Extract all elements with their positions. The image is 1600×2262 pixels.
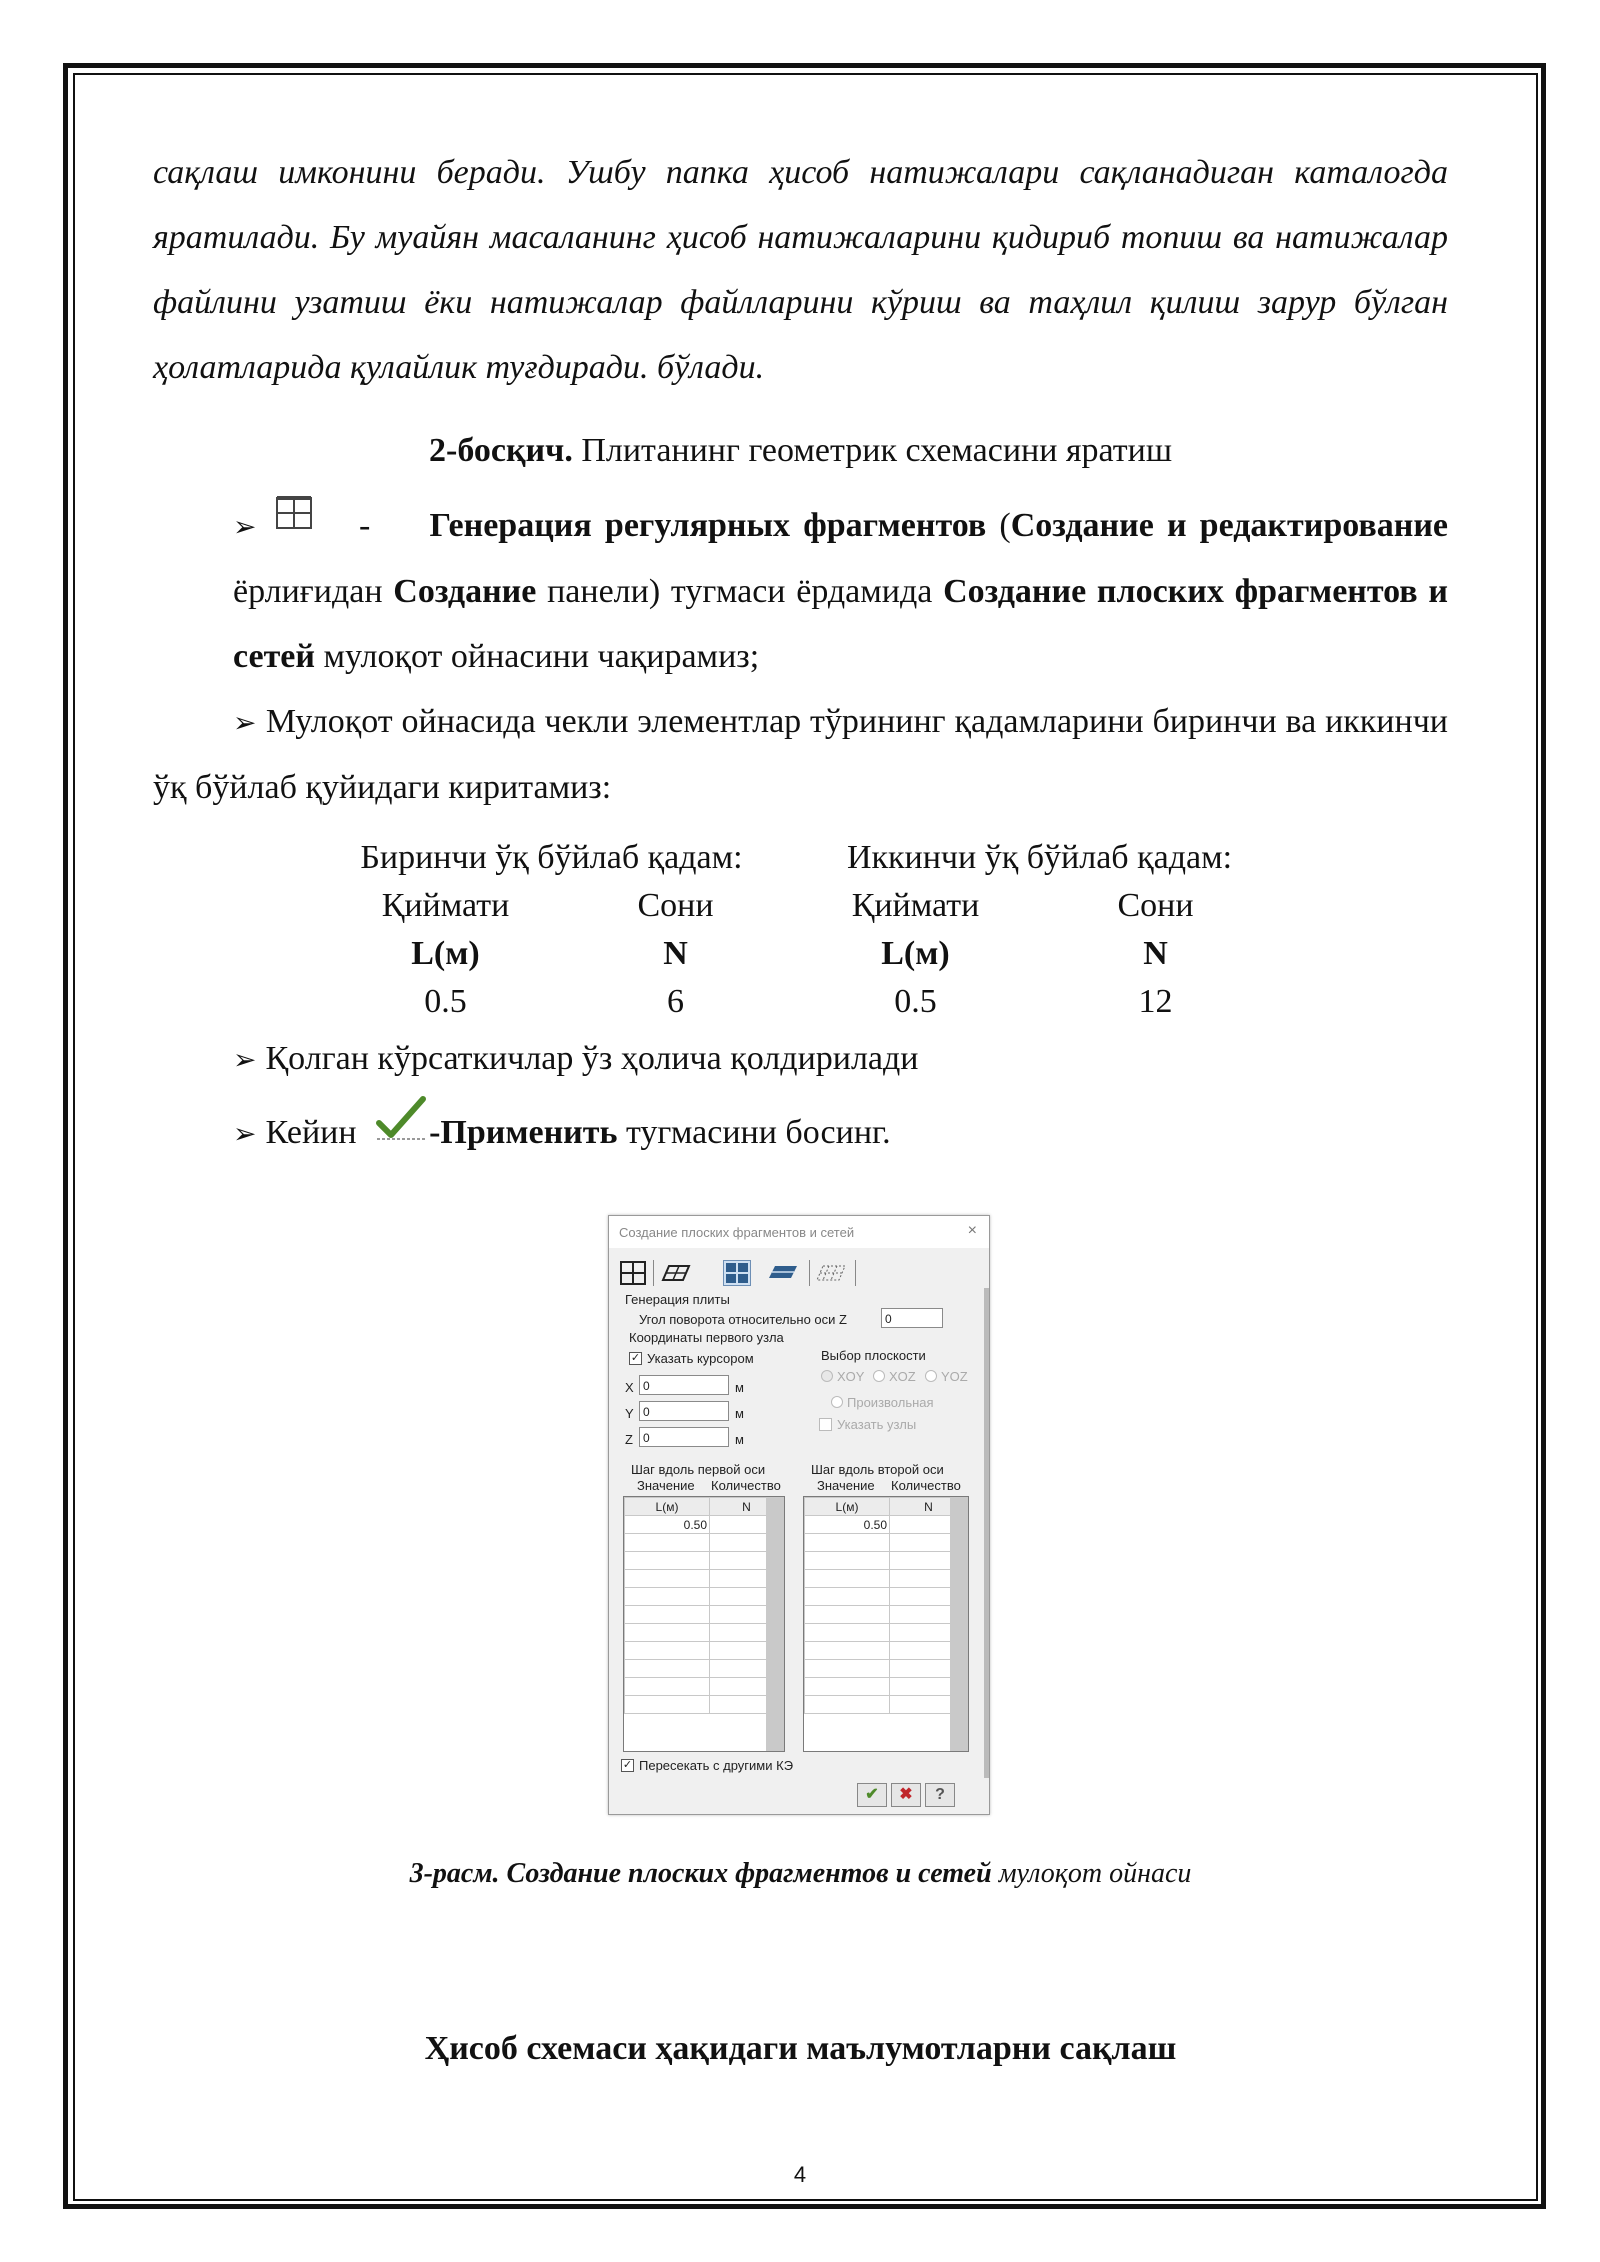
second-n-label: N bbox=[1143, 935, 1168, 972]
table-cell[interactable] bbox=[625, 1642, 710, 1660]
axis1-title: Шаг вдоль первой оси bbox=[631, 1462, 766, 1477]
specify-nodes-checkbox[interactable] bbox=[819, 1418, 832, 1431]
dialog-scroll-edge bbox=[984, 1288, 989, 1778]
caption-bold: 3-расм. Создание плоских фрагментов и сетей bbox=[409, 1858, 992, 1889]
table-cell[interactable] bbox=[625, 1552, 710, 1570]
bullet1-bold-3: Создание bbox=[393, 573, 537, 610]
second-value-label: Қиймати bbox=[851, 887, 980, 924]
z-unit: м bbox=[735, 1432, 744, 1447]
section-title: Ҳисоб схемаси ҳақидаги маълумотларни сақлаш bbox=[424, 2030, 1177, 2067]
axis1-col-l: L(м) bbox=[625, 1498, 710, 1516]
first-axis-heading: Биринчи ўқ бўйлаб қадам: bbox=[360, 839, 743, 876]
x-unit: м bbox=[735, 1380, 744, 1395]
bullet2-text: Мулоқот ойнасида чекли элементлар тўрининг қадамларини биринчи ва иккинчи ўқ бўйлаб қуйидаги киритамиз: bbox=[153, 703, 1448, 806]
bullet4-bold: -Применить bbox=[429, 1114, 618, 1151]
axis1-count-label: Количество bbox=[711, 1478, 781, 1493]
table-cell[interactable] bbox=[625, 1570, 710, 1588]
table-cell[interactable] bbox=[805, 1678, 890, 1696]
second-l-label: L(м) bbox=[881, 935, 950, 972]
page-number: 4 bbox=[793, 2162, 807, 2187]
table-cell[interactable] bbox=[805, 1570, 890, 1588]
axis1-table bbox=[623, 1496, 785, 1752]
steps-table bbox=[331, 834, 1271, 1026]
table-cell[interactable] bbox=[625, 1696, 710, 1714]
arrow-bullet-icon: ➢ bbox=[233, 1117, 257, 1150]
table-cell[interactable] bbox=[805, 1696, 890, 1714]
first-value-label: Қиймати bbox=[381, 887, 510, 924]
x-label: X bbox=[625, 1380, 634, 1395]
intersect-checkbox[interactable]: ✓ bbox=[622, 1759, 633, 1771]
close-icon[interactable]: × bbox=[967, 1222, 977, 1239]
dialog-title-bar bbox=[609, 1216, 989, 1248]
y-unit: м bbox=[735, 1406, 744, 1421]
bullet-enter-steps bbox=[153, 689, 1448, 820]
toolbar-skew-grid-icon[interactable] bbox=[661, 1260, 689, 1286]
axis2-title: Шаг вдоль второй оси bbox=[811, 1462, 944, 1477]
table-cell[interactable] bbox=[805, 1624, 890, 1642]
z-input[interactable]: 0 bbox=[639, 1427, 729, 1447]
arbitrary-radio[interactable] bbox=[831, 1396, 843, 1408]
bullet1-bold-2: Создание и редактирование bbox=[1010, 507, 1449, 544]
step-heading-bold: 2-босқич. bbox=[429, 432, 573, 469]
axis2-value-label: Значение bbox=[817, 1478, 875, 1493]
help-button[interactable]: ? bbox=[925, 1783, 955, 1807]
axis2-table bbox=[803, 1496, 969, 1752]
table-cell[interactable] bbox=[805, 1660, 890, 1678]
table-cell[interactable] bbox=[625, 1660, 710, 1678]
table-cell[interactable] bbox=[805, 1588, 890, 1606]
arrow-bullet-icon: ➢ bbox=[233, 510, 257, 543]
first-value: 0.5 bbox=[424, 983, 467, 1020]
cancel-button[interactable]: ✖ bbox=[891, 1783, 921, 1807]
bullet1-text-2: ёрлиғидан bbox=[233, 573, 394, 610]
dialog-title: Создание плоских фрагментов и сетей bbox=[619, 1225, 855, 1240]
second-value: 0.5 bbox=[894, 983, 937, 1020]
step-heading bbox=[153, 418, 1448, 483]
toolbar-filled-skew-icon[interactable] bbox=[767, 1260, 795, 1286]
toolbar-filled-grid-icon[interactable] bbox=[723, 1260, 751, 1286]
bullet4-post: тугмасини босинг. bbox=[617, 1114, 891, 1151]
second-count: 12 bbox=[1138, 983, 1173, 1020]
toolbar-separator bbox=[855, 1260, 856, 1286]
bullet1-bold-4: Создание плоских фрагментов и сетей bbox=[233, 573, 1448, 675]
bullet1-text-1: ( bbox=[986, 507, 1011, 544]
plate-group-label: Генерация плиты bbox=[625, 1292, 730, 1307]
yoz-label: YOZ bbox=[941, 1369, 968, 1384]
axis2-col-l: L(м) bbox=[805, 1498, 890, 1516]
bullet3-text: Қолган кўрсаткичлар ўз ҳолича қолдирилади bbox=[265, 1040, 919, 1077]
bullet1-text-3: панели) тугмаси ёрдамида bbox=[536, 573, 944, 610]
table-cell[interactable] bbox=[805, 1534, 890, 1552]
first-count: 6 bbox=[667, 983, 684, 1020]
toolbar-separator bbox=[809, 1260, 810, 1286]
bullet-leave-defaults bbox=[153, 1026, 1448, 1092]
xoz-label: XOZ bbox=[889, 1369, 916, 1384]
x-input[interactable]: 0 bbox=[639, 1375, 729, 1395]
table-cell[interactable] bbox=[805, 1606, 890, 1624]
axis2-col-n: N bbox=[890, 1498, 968, 1516]
second-axis-heading: Иккинчи ўқ бўйлаб қадам: bbox=[846, 839, 1233, 876]
apply-check-icon bbox=[375, 1105, 427, 1149]
axis1-cell-l[interactable]: 0.50 bbox=[625, 1516, 710, 1534]
axis1-col-n: N bbox=[710, 1498, 784, 1516]
z-label: Z bbox=[625, 1432, 633, 1447]
arbitrary-label: Произвольная bbox=[847, 1395, 934, 1410]
table-cell[interactable] bbox=[625, 1534, 710, 1552]
toolbar-grid-icon[interactable] bbox=[619, 1260, 647, 1286]
axis1-scrollbar[interactable] bbox=[766, 1497, 784, 1751]
first-l-label: L(м) bbox=[411, 935, 480, 972]
regular-fragments-grid-icon bbox=[275, 508, 309, 538]
y-input[interactable]: 0 bbox=[639, 1401, 729, 1421]
table-cell[interactable] bbox=[805, 1642, 890, 1660]
first-node-label: Координаты первого узла bbox=[629, 1330, 784, 1345]
intersect-label: Пересекать с другими КЭ bbox=[639, 1758, 794, 1773]
first-count-label: Сони bbox=[637, 887, 714, 924]
table-cell[interactable] bbox=[805, 1552, 890, 1570]
plane-group-label: Выбор плоскости bbox=[821, 1348, 926, 1363]
arrow-bullet-icon: ➢ bbox=[233, 1043, 257, 1076]
xoy-label: XOY bbox=[837, 1369, 865, 1384]
page-content bbox=[153, 140, 1448, 1166]
toolbar-hatch-icon[interactable] bbox=[815, 1260, 843, 1286]
figure-dialog-screenshot bbox=[608, 1215, 990, 1815]
figure-caption bbox=[153, 1858, 1448, 1890]
axis2-count-label: Количество bbox=[891, 1478, 961, 1493]
table-cell[interactable] bbox=[625, 1678, 710, 1696]
bullet-generate-fragments bbox=[153, 493, 1448, 689]
cursor-label: Указать курсором bbox=[647, 1351, 754, 1366]
table-cell[interactable] bbox=[625, 1588, 710, 1606]
table-cell[interactable] bbox=[625, 1606, 710, 1624]
axis1-value-label: Значение bbox=[637, 1478, 695, 1493]
rotation-input[interactable]: 0 bbox=[881, 1308, 943, 1328]
caption-rest: мулоқот ойнаси bbox=[991, 1858, 1192, 1889]
bullet4-pre: Кейин bbox=[265, 1114, 366, 1151]
step-heading-text: Плитанинг геометрик схемасини яратиш bbox=[572, 432, 1172, 469]
create-fragments-dialog bbox=[608, 1215, 990, 1815]
xoy-radio[interactable] bbox=[821, 1370, 833, 1382]
bullet-apply bbox=[153, 1100, 1448, 1166]
rotation-label: Угол поворота относительно оси Z bbox=[639, 1312, 847, 1327]
specify-nodes-label: Указать узлы bbox=[837, 1417, 917, 1432]
axis2-cell-l[interactable]: 0.50 bbox=[805, 1516, 890, 1534]
toolbar-separator bbox=[653, 1260, 654, 1286]
bullet1-text-4: мулоқот ойнасини чақирамиз; bbox=[314, 638, 760, 675]
cursor-checkbox[interactable]: ✓ bbox=[630, 1352, 641, 1364]
xoz-radio[interactable] bbox=[873, 1370, 885, 1382]
second-count-label: Сони bbox=[1117, 887, 1194, 924]
paragraph-intro: сақлаш имконини беради. Ушбу папка ҳисоб натижалари сақланадиган каталогда яратилади. Бу муайян масаланинг ҳисоб натижаларини қидириб топиш ва натижалар файлини узатиш ёки натижалар файлларини кўриш ва таҳлил қилиш зарур бўлган ҳолатларида қулайлик туғдиради. бўлади. bbox=[153, 154, 1448, 386]
first-n-label: N bbox=[663, 935, 688, 972]
axis2-scrollbar[interactable] bbox=[950, 1497, 968, 1751]
arrow-bullet-icon: ➢ bbox=[233, 706, 257, 739]
bullet1-bold-1: Генерация регулярных фрагментов bbox=[429, 507, 987, 544]
bullet1-dash: - bbox=[359, 507, 371, 544]
yoz-radio[interactable] bbox=[925, 1370, 937, 1382]
apply-button[interactable]: ✔ bbox=[857, 1783, 887, 1807]
table-cell[interactable] bbox=[625, 1624, 710, 1642]
y-label: Y bbox=[625, 1406, 634, 1421]
